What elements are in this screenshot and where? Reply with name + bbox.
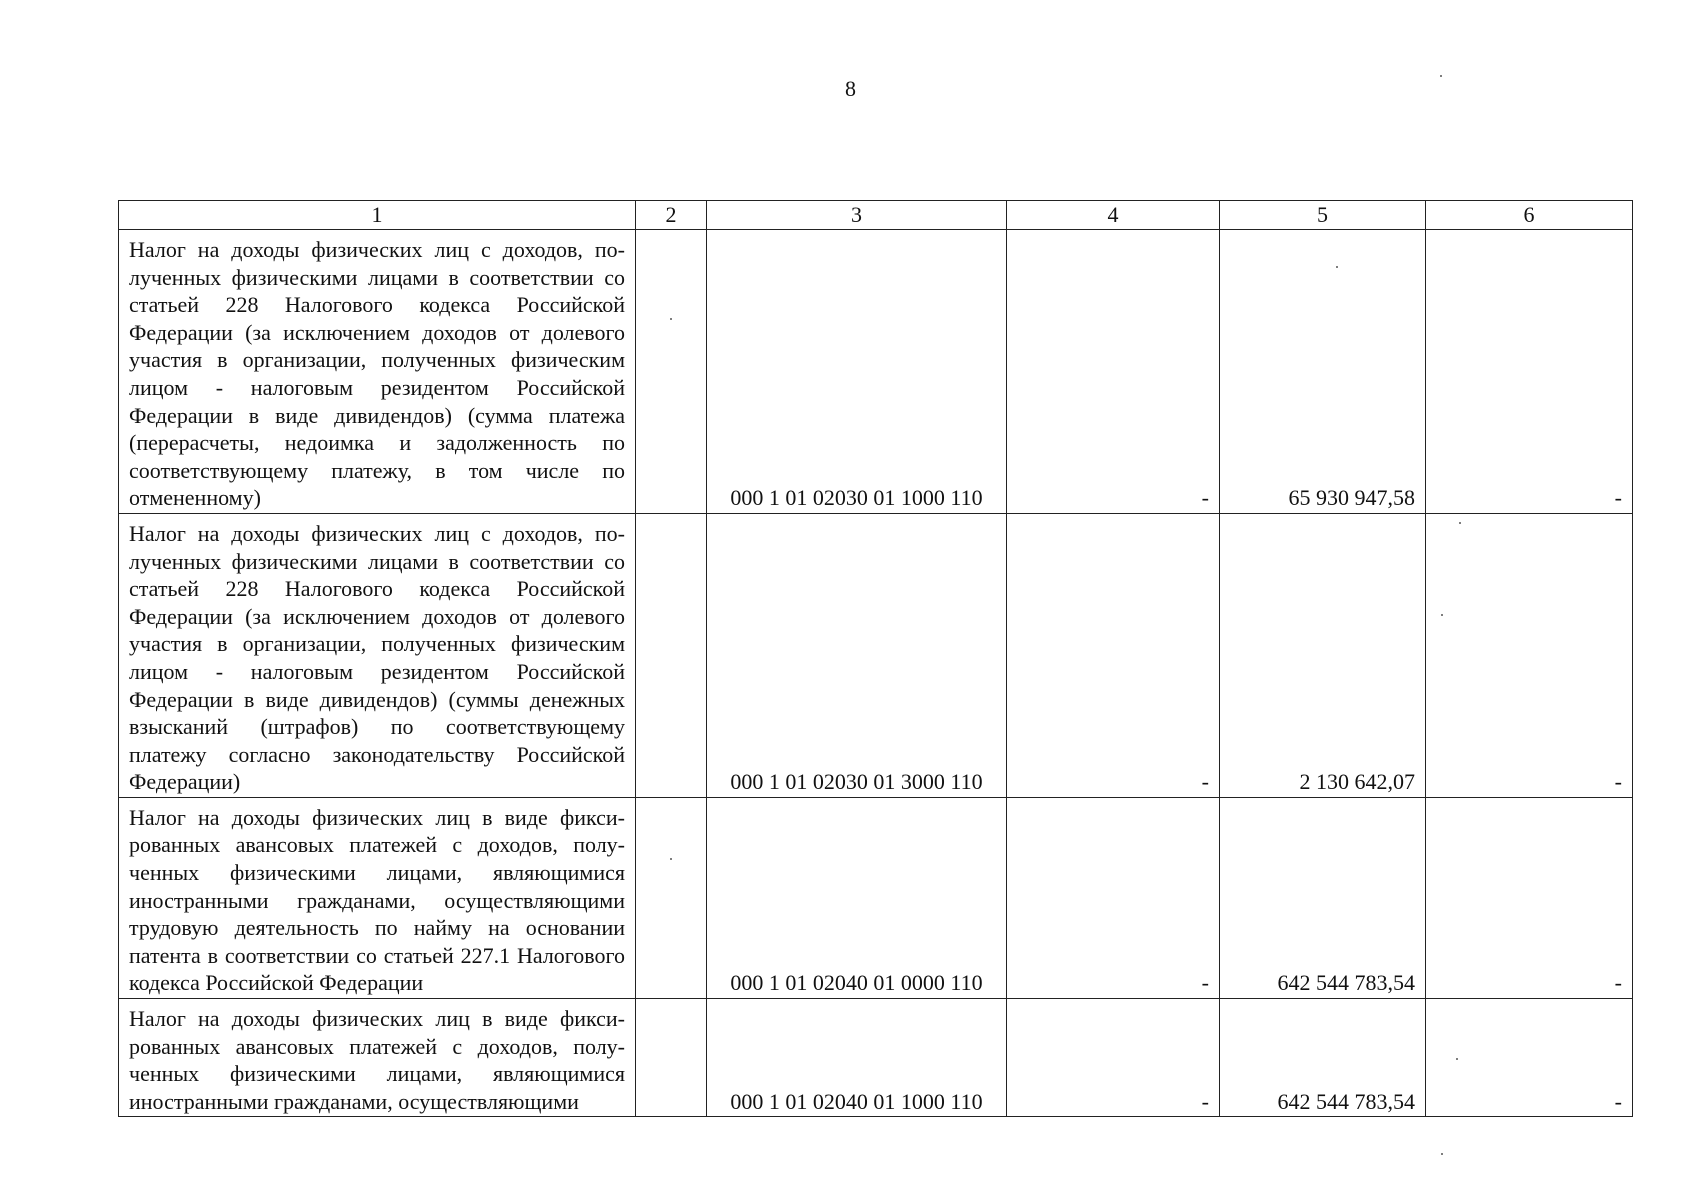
budget-code-cell: 000 1 01 02030 01 3000 110: [707, 513, 1007, 797]
column-header-2: 2: [636, 201, 707, 230]
col2-cell: [636, 797, 707, 998]
revenue-name-cell: Налог на доходы физических лиц с доходов, полученных физическими лицами в соответствии со статьей 228 Налогового кодекса Российской Федерации (за исключением доходов от долевого участия в организации, полученных физическим лицом - налоговым резидентом Российской Федерации в виде дивидендов) (суммы денежных взысканий (штрафов) по соответствующему платежу согласно законодательству Российской Федерации): [119, 513, 636, 797]
col4-cell: -: [1007, 230, 1220, 514]
column-header-3: 3: [707, 201, 1007, 230]
column-header-5: 5: [1220, 201, 1426, 230]
amount-cell: 2 130 642,07: [1220, 513, 1426, 797]
scan-speck: [1441, 614, 1443, 616]
budget-code-cell: 000 1 01 02040 01 1000 110: [707, 999, 1007, 1117]
budget-code-cell: 000 1 01 02040 01 0000 110: [707, 797, 1007, 998]
budget-code-cell: 000 1 01 02030 01 1000 110: [707, 230, 1007, 514]
scan-speck: [1336, 266, 1338, 268]
table-row: [119, 230, 1633, 514]
scan-speck: [1441, 1153, 1443, 1155]
scan-speck: [1456, 1058, 1458, 1060]
column-header-1: 1: [119, 201, 636, 230]
scan-speck: [670, 858, 672, 860]
scan-speck: [670, 318, 672, 320]
table-row: [119, 513, 1633, 797]
column-header-6: 6: [1426, 201, 1633, 230]
revenue-name-cell: Налог на доходы физических лиц в виде фиксированных авансовых платежей с доходов, полученных физическими лицами, являющимися иностранными гражданами, осуществляющими трудовую деятельность по найму на основании патента в соответствии со статьей 227.1 Налогового кодекса Российской Федерации: [119, 797, 636, 998]
column-header-4: 4: [1007, 201, 1220, 230]
col4-cell: -: [1007, 513, 1220, 797]
revenue-name-cell: Налог на доходы физических лиц с доходов, полученных физическими лицами в соответствии со статьей 228 Налогового кодекса Российской Федерации (за исключением доходов от долевого участия в организации, полученных физическим лицом - налоговым резидентом Российской Федерации в виде дивидендов) (сумма платежа (перерасчеты, недоимка и задолженность по соответствующему платежу, в том числе по отмененному): [119, 230, 636, 514]
col2-cell: [636, 230, 707, 514]
col6-cell: -: [1426, 797, 1633, 998]
revenue-name-cell: Налог на доходы физических лиц в виде фиксированных авансовых платежей с доходов, полученных физическими лицами, являющимися иностранными гражданами, осуществляющими: [119, 999, 636, 1117]
amount-cell: 642 544 783,54: [1220, 999, 1426, 1117]
header-row: [119, 201, 1633, 230]
page-number: 8: [845, 76, 856, 101]
amount-cell: 642 544 783,54: [1220, 797, 1426, 998]
col6-cell: -: [1426, 999, 1633, 1117]
col6-cell: -: [1426, 230, 1633, 514]
table-row: [119, 999, 1633, 1117]
col2-cell: [636, 513, 707, 797]
revenue-table: [118, 200, 1633, 1117]
col6-cell: -: [1426, 513, 1633, 797]
scan-speck: [1459, 522, 1461, 524]
amount-cell: 65 930 947,58: [1220, 230, 1426, 514]
col4-cell: -: [1007, 999, 1220, 1117]
table-row: [119, 797, 1633, 998]
scan-speck: [1440, 75, 1442, 77]
col2-cell: [636, 999, 707, 1117]
col4-cell: -: [1007, 797, 1220, 998]
